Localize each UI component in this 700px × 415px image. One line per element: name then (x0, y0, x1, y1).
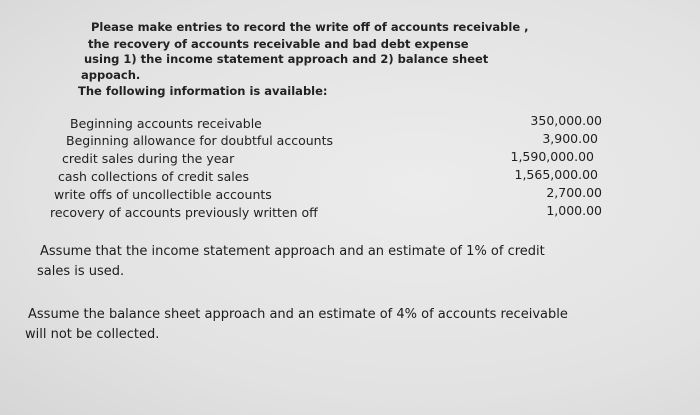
intro-line-5: The following information is available: (78, 84, 328, 98)
info-label-beginning-allowance: Beginning allowance for doubtful accounts (66, 133, 333, 148)
info-value-beginning-accounts-receivable: 350,000.00 (530, 113, 602, 128)
income-statement-assumption-line-2: sales is used. (37, 264, 125, 279)
info-label-cash-collections: cash collections of credit sales (58, 169, 249, 184)
intro-line-1: Please make entries to record the write off of accounts receivable , (91, 20, 529, 34)
info-label-recovery: recovery of accounts previously written off (50, 205, 318, 220)
info-value-beginning-allowance: 3,900.00 (542, 131, 598, 146)
intro-line-4: appoach. (81, 68, 141, 82)
intro-line-2: the recovery of accounts receivable and bad debt expense (88, 37, 469, 51)
info-value-cash-collections: 1,565,000.00 (514, 167, 598, 182)
info-value-credit-sales: 1,590,000.00 (510, 149, 594, 164)
income-statement-assumption-line-1: Assume that the income statement approach and an estimate of 1% of credit (40, 244, 545, 259)
info-value-write-offs: 2,700.00 (546, 185, 602, 200)
info-label-beginning-accounts-receivable: Beginning accounts receivable (70, 116, 262, 131)
info-label-write-offs: write offs of uncollectible accounts (54, 187, 272, 202)
intro-line-3: using 1) the income statement approach and 2) balance sheet (84, 52, 489, 66)
info-value-recovery: 1,000.00 (546, 203, 602, 218)
balance-sheet-assumption-line-1: Assume the balance sheet approach and an estimate of 4% of accounts receivable (28, 307, 568, 322)
balance-sheet-assumption-line-2: will not be collected. (25, 327, 160, 342)
info-label-credit-sales: credit sales during the year (62, 151, 235, 166)
